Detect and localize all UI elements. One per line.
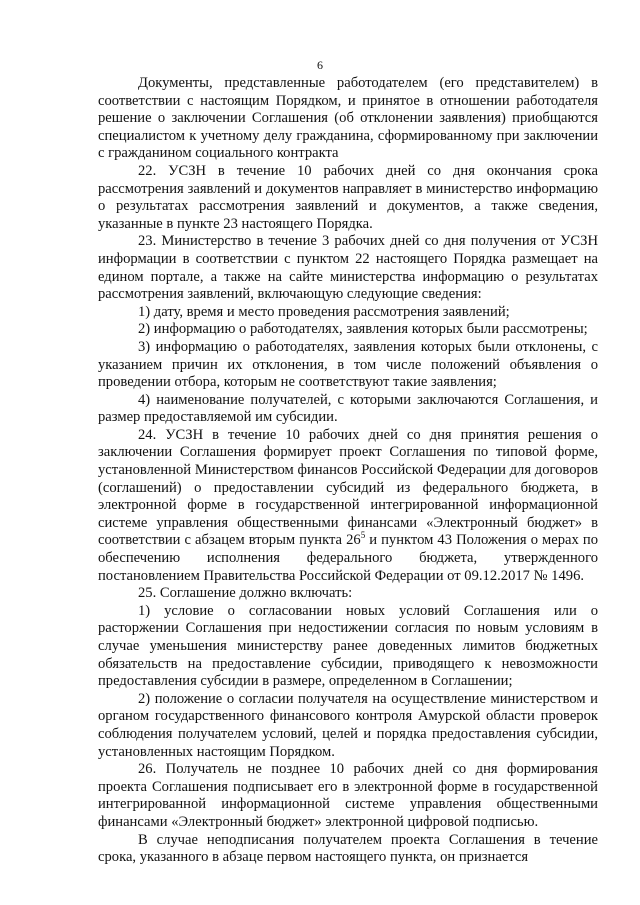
- paragraph-25: 25. Соглашение должно включать:: [138, 585, 353, 602]
- paragraph-23-item-3: 3) информацию о работодателях, заявления которых были отклонены, с указанием причин их отклонения, в том числе положений объявления о проведении отбора, которым не соответствуют такие заявления;: [98, 338, 598, 391]
- paragraph-22: 22. УСЗН в течение 10 рабочих дней со дня окончания срока рассмотрения заявлений и документов направляет в министерство информацию о результатах рассмотрения заявлений и документов, а также сведения, указанные в пункте 23 настоящего Порядка.: [98, 162, 598, 232]
- paragraph-24-text-after: и пунктом 43 Положения о мерах по обеспечению исполнения федерального бюджета, утвержденного постановлением Правительства Российской Федерации от 09.12.2017 № 1496.: [98, 532, 598, 584]
- paragraph-23-item-1: 1) дату, время и место проведения рассмотрения заявлений;: [138, 303, 510, 320]
- paragraph-24-text-before: 24. УСЗН в течение 10 рабочих дней со дня принятия решения о заключении Соглашения формирует проект Соглашения по типовой форме, установленной Министерством финансов Российской Федерации для договоров (соглашений) о предоставлении субсидий из федерального бюджета, в электронной форме в государственной интегрированной информационной системе управления общественными финансами «Электронный бюджет» в соответствии с абзацем вторым пункта 26: [98, 426, 598, 549]
- paragraph-23-item-4: 4) наименование получателей, с которыми заключаются Соглашения, и размер предоставляемой им субсидии.: [98, 391, 598, 426]
- paragraph-23: 23. Министерство в течение 3 рабочих дней со дня получения от УСЗН информации в соответствии с пунктом 22 настоящего Порядка размещает на едином портале, а также на сайте министерства информацию о результатах рассмотрения заявлений, включающую следующие сведения:: [98, 233, 598, 303]
- paragraph-26: 26. Получатель не позднее 10 рабочих дней со дня формирования проекта Соглашения подписывает его в электронной форме в государственной интегрированной информационной системе управления общественными финансами «Электронный бюджет» электронной цифровой подписью.: [98, 761, 598, 830]
- paragraph-25-item-1: 1) условие о согласовании новых условий Соглашения или о расторжении Соглашения при недостижении согласия по новым условиям в случае уменьшения министерству ранее доведенных лимитов бюджетных обязательств на предоставление субсидии, приводящего к невозможности предоставления субсидии в размере, определенном в Соглашении;: [98, 602, 598, 690]
- document-body: [98, 75, 598, 867]
- paragraph-24: [98, 427, 598, 585]
- paragraph-24-superscript: 5: [360, 530, 366, 541]
- page-number: 6: [317, 58, 323, 72]
- paragraph-23-item-2: 2) информацию о работодателях, заявления которых были рассмотрены;: [138, 321, 588, 338]
- paragraph-documents-attached: Документы, представленные работодателем (его представителем) в соответствии с настоящим Порядком, и принятое в отношении работодателя решение о заключении Соглашения (об отклонении заявления) приобщаются специалистом к учетному делу гражданина, сформированному при заключении с гражданином социального контракта: [98, 75, 598, 162]
- paragraph-26-unsigned: В случае неподписания получателем проекта Соглашения в течение срока, указанного в абзаце первом настоящего пункта, он признается: [98, 831, 598, 866]
- paragraph-25-item-2: 2) положение о согласии получателя на осуществление министерством и органом государственного финансового контроля Амурской области проверок соблюдения получателем условий, целей и порядка предоставления субсидии, установленных настоящим Порядком.: [98, 690, 598, 760]
